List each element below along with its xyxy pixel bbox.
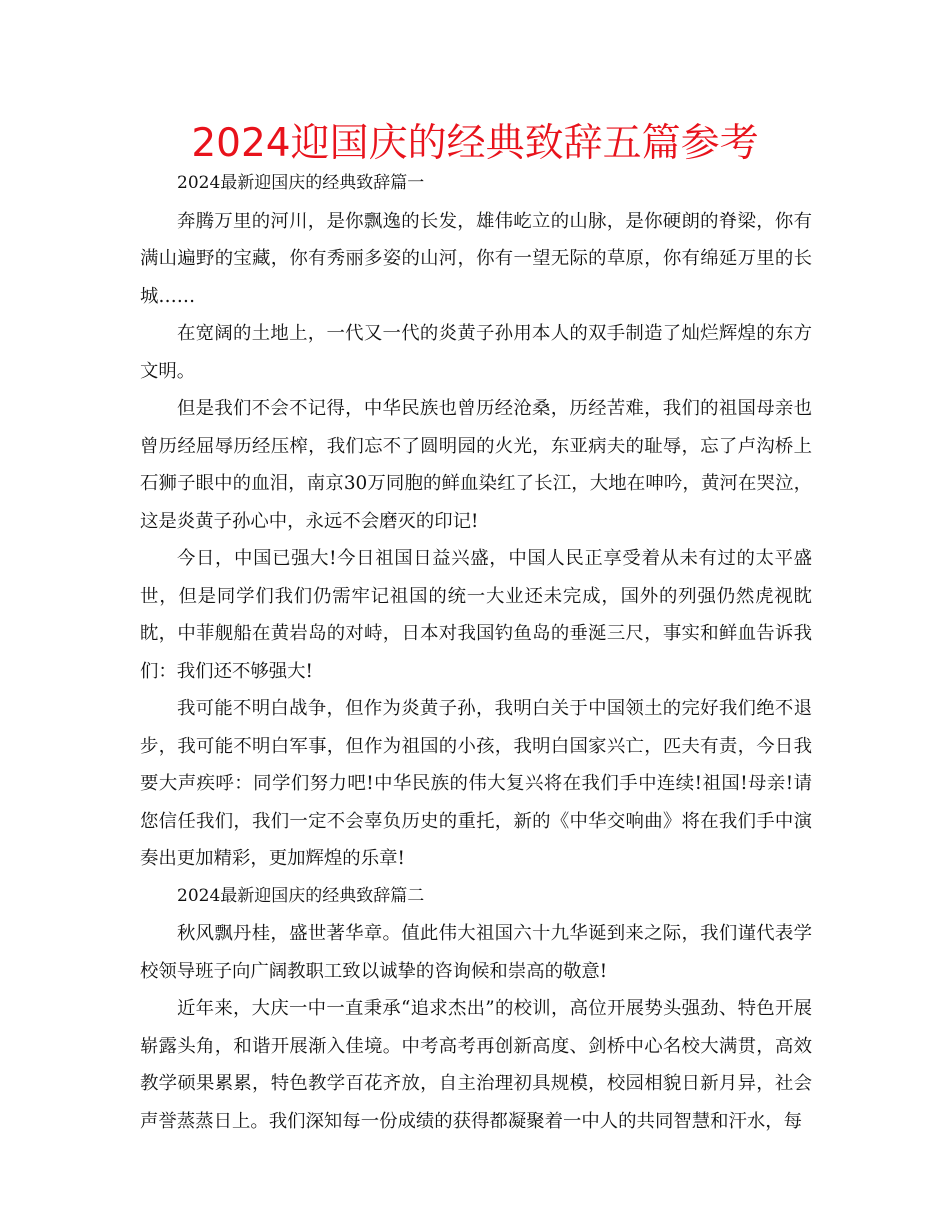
paragraph: 在宽阔的土地上，一代又一代的炎黄子孙用本人的双手制造了灿烂辉煌的东方文明。 [140, 323, 812, 382]
document-body [140, 165, 812, 1140]
paragraph: 我可能不明白战争，但作为炎黄子孙，我明白关于中国领土的完好我们绝不退步，我可能不明白军事，但作为祖国的小孩，我明白国家兴亡，匹夫有责，今日我要大声疾呼：同学们努力吧!中华民族的伟大复兴将在我们手中连续!祖国!母亲!请您信任我们，我们一定不会辜负历史的重托，新的《中华交响曲》将在我们手中演奏出更加精彩，更加辉煌的乐章! [140, 698, 812, 869]
paragraph: 秋风飘丹桂，盛世著华章。值此伟大祖国六十九华诞到来之际，我们谨代表学校领导班子向广阔教职工致以诚挚的咨询候和崇高的敬意! [140, 923, 812, 982]
section-heading: 2024最新迎国庆的经典致辞篇一 [177, 173, 425, 193]
paragraph: 近年来，大庆一中一直秉承“追求杰出”的校训，高位开展势头强劲、特色开展崭露头角，和谐开展渐入佳境。中考高考再创新高度、剑桥中心名校大满贯，高效教学硕果累累，特色教学百花齐放，自主治理初具规模，校园相貌日新月异，社会声誉蒸蒸日上。我们深知每一份成绩的获得都凝聚着一中人的共同智慧和汗水，每 [140, 998, 812, 1132]
paragraph: 但是我们不会不记得，中华民族也曾历经沧桑，历经苦难，我们的祖国母亲也曾历经屈辱历经压榨，我们忘不了圆明园的火光，东亚病夫的耻辱，忘了卢沟桥上石狮子眼中的血泪，南京30万同胞的鲜血染红了长江，大地在呻吟，黄河在哭泣，这是炎黄子孙心中，永远不会磨灭的印记! [140, 398, 812, 532]
paragraph: 奔腾万里的河川，是你飘逸的长发，雄伟屹立的山脉，是你硬朗的脊梁，你有满山遍野的宝藏，你有秀丽多姿的山河，你有一望无际的草原，你有绵延万里的长城…… [140, 210, 812, 307]
paragraph: 今日，中国已强大!今日祖国日益兴盛，中国人民正享受着从未有过的太平盛世，但是同学们我们仍需牢记祖国的统一大业还未完成，国外的列强仍然虎视眈眈，中菲舰船在黄岩岛的对峙，日本对我国钓鱼岛的垂涎三尺，事实和鲜血告诉我们：我们还不够强大! [140, 548, 812, 682]
section-heading: 2024最新迎国庆的经典致辞篇二 [177, 885, 425, 906]
document-title: 2024迎国庆的经典致辞五篇参考 [191, 121, 759, 166]
